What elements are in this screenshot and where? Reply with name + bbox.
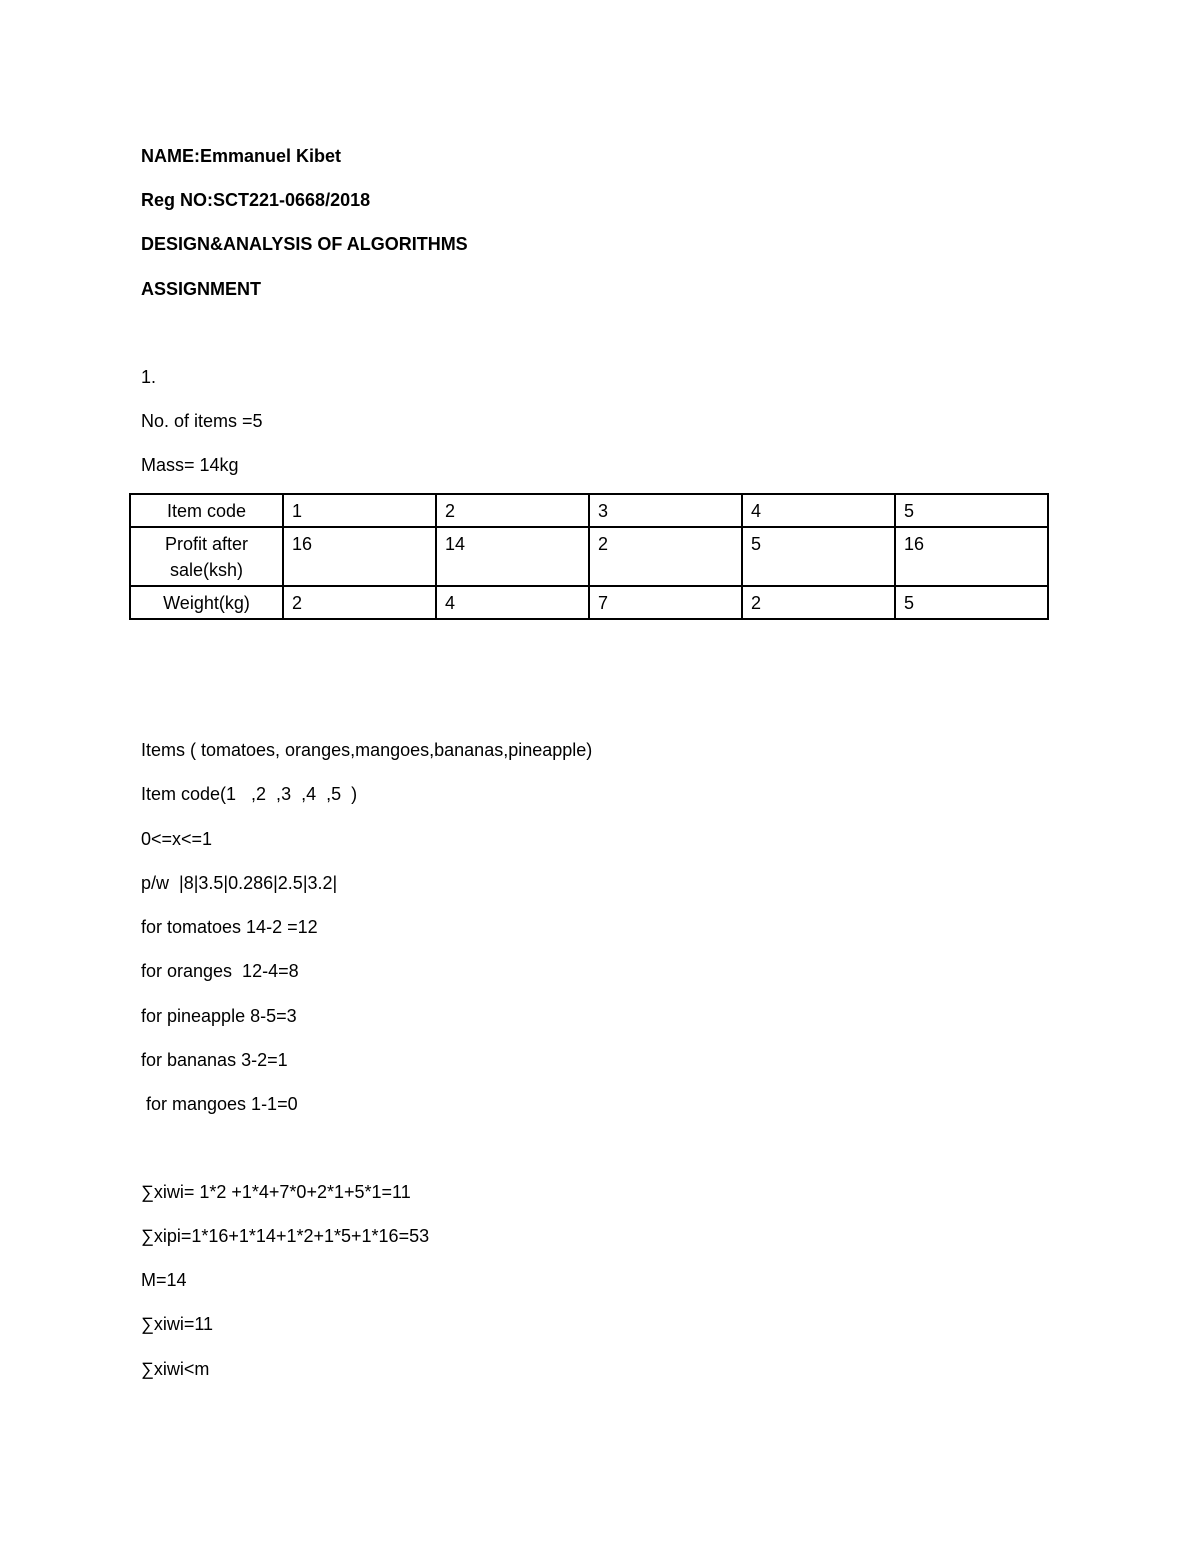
- step-bananas: for bananas 3-2=1: [141, 1050, 288, 1070]
- table-cell: 4: [742, 494, 895, 527]
- table-cell: 16: [895, 527, 1048, 586]
- course-title: DESIGN&ANALYSIS OF ALGORITHMS: [141, 234, 468, 254]
- step-pineapple: for pineapple 8-5=3: [141, 1006, 297, 1026]
- sum-xiwi-expression: ∑xiwi= 1*2 +1*4+7*0+2*1+5*1=11: [141, 1182, 411, 1202]
- registration-number: Reg NO:SCT221-0668/2018: [141, 190, 371, 210]
- row-label: Profit after sale(ksh): [130, 527, 283, 586]
- table-cell: 2: [283, 586, 436, 619]
- x-constraint: 0<=x<=1: [141, 829, 213, 849]
- item-codes: Item code(1 ,2 ,3 ,4 ,5 ): [141, 784, 358, 804]
- profit-weight-ratio: p/w |8|3.5|0.286|2.5|3.2|: [141, 873, 338, 893]
- sum-xiwi-value: ∑xiwi=11: [141, 1314, 214, 1334]
- table-cell: 4: [436, 586, 589, 619]
- step-mangoes: for mangoes 1-1=0: [141, 1094, 298, 1114]
- row-label: Item code: [130, 494, 283, 527]
- table-cell: 2: [589, 527, 742, 586]
- assignment-heading: ASSIGNMENT: [141, 279, 262, 299]
- table-cell: 3: [589, 494, 742, 527]
- m-value: M=14: [141, 1270, 187, 1290]
- row-label: Weight(kg): [130, 586, 283, 619]
- step-oranges: for oranges 12-4=8: [141, 961, 299, 981]
- table-cell: 2: [436, 494, 589, 527]
- table-cell: 5: [895, 586, 1048, 619]
- student-name: NAME:Emmanuel Kibet: [141, 146, 342, 166]
- sum-comparison: ∑xiwi<m: [141, 1359, 210, 1379]
- table-cell: 5: [742, 527, 895, 586]
- table-row-item-code: [130, 494, 1048, 527]
- sum-xipi-expression: ∑xipi=1*16+1*14+1*2+1*5+1*16=53: [141, 1226, 430, 1246]
- mass-capacity: Mass= 14kg: [141, 455, 239, 475]
- table-row-profit: [130, 527, 1048, 586]
- table-cell: 5: [895, 494, 1048, 527]
- table-cell: 7: [589, 586, 742, 619]
- table-cell: 2: [742, 586, 895, 619]
- items-list: Items ( tomatoes, oranges,mangoes,bananas,pineapple): [141, 740, 593, 760]
- number-of-items: No. of items =5: [141, 411, 263, 431]
- question-number: 1.: [141, 367, 157, 387]
- table-cell: 14: [436, 527, 589, 586]
- table-cell: 16: [283, 527, 436, 586]
- step-tomatoes: for tomatoes 14-2 =12: [141, 917, 318, 937]
- items-table: [129, 493, 1049, 620]
- table-row-weight: [130, 586, 1048, 619]
- table-cell: 1: [283, 494, 436, 527]
